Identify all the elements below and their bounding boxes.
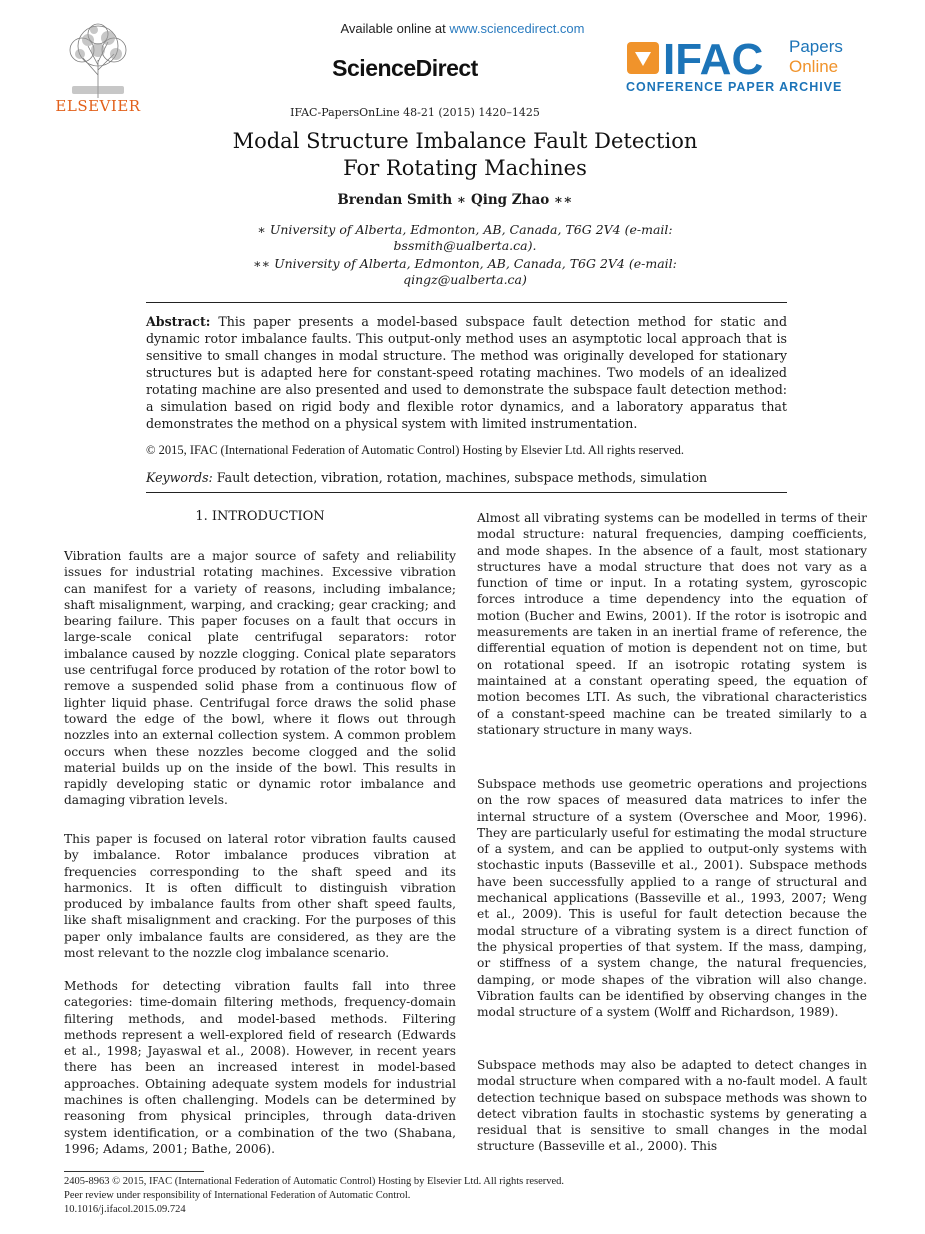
keywords [146,469,787,486]
affiliation-2 [0,256,925,288]
available-prefix: Available online at [340,21,450,36]
conference-archive-label: CONFERENCE PAPER ARCHIVE [626,80,843,94]
intro-paragraph-2: This paper is focused on lateral rotor vibration faults caused by imbalance. Rotor imbalance produces vibration at frequencies corresponding to the shaft speed and its harmonics. It is often difficult to distinguish vibration produced by imbalance faults from other shaft speed faults, like shaft misalignment and cracking. For the purposes of this paper only imbalance faults are considered, as they are the most relevant to the nozzle clog imbalance scenario. [64,832,456,961]
paper-title-line-1: Modal Structure Imbalance Fault Detection [232,129,698,153]
intro-paragraph-3: Methods for detecting vibration faults fall into three categories: time-domain filtering methods, frequency-domain filtering methods, and model-based methods. Filtering methods represent a well-explored field of research (Edwards et al., 1998; Jayaswal et al., 2008). However, in recent years there has been an increased interest in model-based approaches. Obtaining adequate system models for industrial machines is often challenging. Models can be determined by reasoning from physical principles, through data-driven system identification, or a combination of the two (Shabana, 1996; Adams, 2001; Bathe, 2006). [64,979,456,1156]
footer-peer-review-line: Peer review under responsibility of International Federation of Automatic Control. [64,1190,411,1201]
section-heading-introduction: 1. INTRODUCTION [195,509,325,524]
footer-rule [64,1171,204,1172]
footer-issn-line: 2405-8963 © 2015, IFAC (International Federation of Automatic Control) Hosting by Elsevier Ltd. All rights reserved. [64,1176,565,1187]
ifac-papers-word: Papers [789,37,843,56]
abstract-bottom-rule [146,492,787,493]
footer-doi[interactable]: 10.1016/j.ifacol.2015.09.724 [64,1204,186,1215]
intro-paragraph-4: Almost all vibrating systems can be modelled in terms of their modal structure: natural frequencies, damping coefficients, and mode shapes. In the absence of a fault, most stationary structures have a modal structure that does not vary as a function of time or input. In a rotating system, gyroscopic forces introduce a time dependency into the equation of motion (Bucher and Ewins, 2001). If the rotor is isotropic and measurements are taken in an inertial frame of reference, the differential equation of motion is dependent not on time, but on rotational speed. If an isotropic rotating system is maintained at a constant operating speed, the equation of motion becomes LTI. As such, the vibrational characteristics of a constant-speed machine can be treated similarly to a stationary structure in many ways. [477,511,867,737]
affiliation-2-line-1: ∗∗ University of Alberta, Edmonton, AB, Canada, T6G 2V4 (e-mail: [253,256,677,271]
keywords-text: Fault detection, vibration, rotation, machines, subspace methods, simulation [212,470,708,485]
affiliation-2-email[interactable]: qingz@ualberta.ca) [403,272,527,287]
ifac-brand: IFAC [663,35,764,84]
affiliation-1 [0,222,925,254]
intro-paragraph-5: Subspace methods use geometric operations and projections on the row spaces of measured data matrices to infer the internal structure of a system (Overschee and Moor, 1996). They are particularly useful for estimating the modal structure of a system, and can be applied to output-only systems with stochastic inputs (Basseville et al., 2001). Subspace methods have been successfully applied to a range of structural and mechanical applications (Basseville et al., 1993, 2007; Weng et al., 2009). This is useful for fault detection because the modal structure of a vibrating system is a direct function of the physical properties of that system. If the mass, damping, or stiffness of a system change, the natural frequencies, damping, or mode shapes of the vibration will also change. Vibration faults can be identified by observing changes in the modal structure of a system (Wolff and Richardson, 1989). [477,777,867,1020]
paper-title-line-2: For Rotating Machines [343,156,587,180]
abstract-label: Abstract: [146,314,211,329]
abstract [146,313,787,432]
ifac-online-word: Online [789,57,839,76]
paper-title [0,128,925,182]
intro-paragraph-6: Subspace methods may also be adapted to detect changes in modal structure when compared with a no-fault model. A fault detection technique based on subspace methods was shown to detect vibration faults in stochastic systems by generating a residual that is sensitive to small changes in the modal structure (Basseville et al., 2000). This [477,1058,867,1154]
platform-name: ScienceDirect [332,55,478,81]
journal-reference: IFAC-PapersOnLine 48-21 (2015) 1420–1425 [290,106,540,119]
keywords-label: Keywords: [146,470,213,485]
affiliation-1-line-1: ∗ University of Alberta, Edmonton, AB, Canada, T6G 2V4 (e-mail: [257,222,673,237]
abstract-text: This paper presents a model-based subspace fault detection method for static and dynamic rotor imbalance faults. This output-only method uses an asymptotic local approach that is sensitive to small changes in modal structure. The method was originally developed for stationary structures but is adapted here for constant-speed rotating machines. Two models of an idealized rotating machine are also presented and used to demonstrate the subspace fault detection method: a simulation based on rigid body and flexible rotor dynamics, and a laboratory apparatus that demonstrates the method on a physical system with limited instrumentation. [146,314,787,431]
affiliation-1-email[interactable]: bssmith@ualberta.ca). [393,238,537,253]
publisher-logo-text: ELSEVIER [55,97,141,115]
author-list: Brendan Smith ∗ Qing Zhao ∗∗ [337,192,573,208]
intro-paragraph-1: Vibration faults are a major source of safety and reliability issues for industrial rotating machines. Excessive vibration can manifest for a variety of reasons, including imbalance; shaft misalignment, warping, and cracking; gear cracking; and bearing failure. This paper focuses on a fault that occurs in large-scale conical plate centrifugal separators: rotor imbalance caused by nozzle clogging. Conical plate separators use centrifugal force produced by rotation of the rotor bowl to remove a suspended solid phase from a continuous flow of lighter liquid phase. Centrifugal force draws the solid phase toward the edge of the bowl, where it flows out through nozzles into an external collection system. A common problem occurs when these nozzles become clogged and the solid material builds up on the inside of the bowl. This results in rapidly developing static or dynamic rotor imbalance and damaging vibration levels. [64,549,456,808]
sciencedirect-link[interactable]: www.sciencedirect.com [449,21,585,36]
abstract-copyright: © 2015, IFAC (International Federation of Automatic Control) Hosting by Elsevier Ltd. All rights reserved. [146,443,684,457]
abstract-top-rule [146,302,787,303]
